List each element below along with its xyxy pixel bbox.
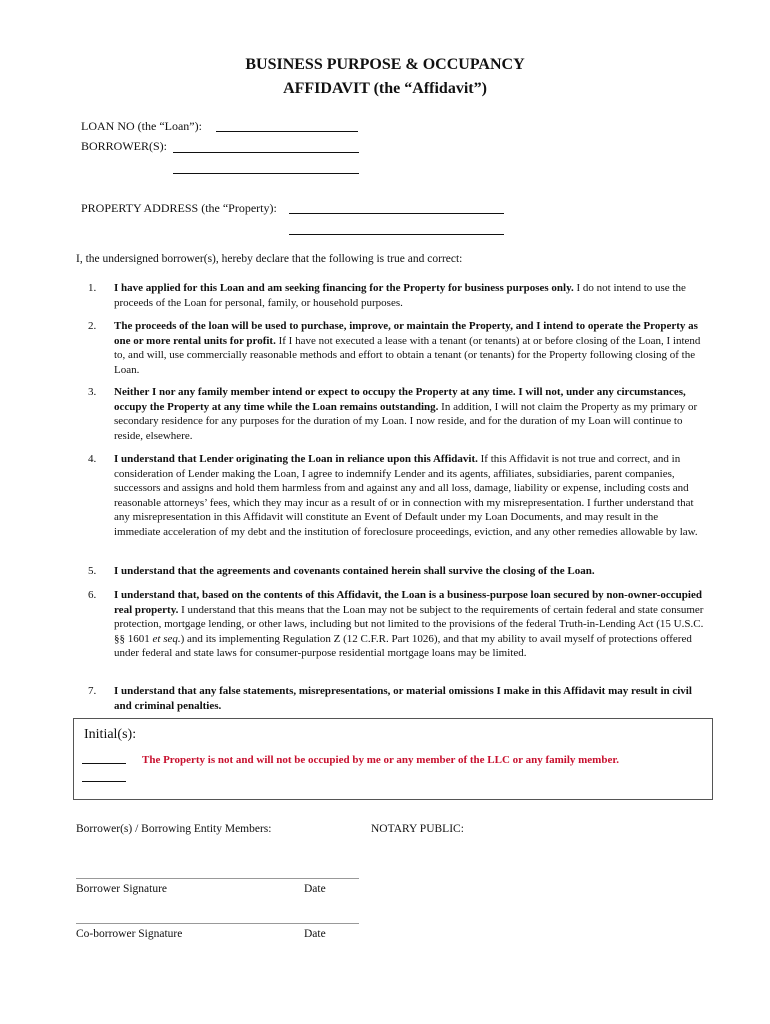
item-bold-text: I understand that the agreements and covenants contained herein shall survive the closing of the Loan.: [114, 565, 595, 577]
initials-blank-2[interactable]: [82, 781, 126, 782]
item-bold-text: I understand that, based on the contents of this Affidavit, the Loan is a business-purpose loan secured by non-owner-occupied real property.: [114, 589, 702, 616]
initials-statement: The Property is not and will not be occupied by me or any member of the LLC or any family member.: [142, 754, 619, 766]
borrower-signature-label: Borrower Signature: [76, 883, 168, 895]
item-text: If I have not executed a lease with a tenant (or tenants) at or before closing of the Loan, I intend to, and will, use commercially reasonable methods and effort to obtain a tenant (or tenants) for the Property following closing of the Loan.: [114, 334, 701, 376]
borrowers-label: BORROWER(S):: [81, 139, 168, 153]
document-title-line-1: BUSINESS PURPOSE & OCCUPANCY: [245, 56, 525, 73]
notary-public-label: NOTARY PUBLIC:: [371, 823, 464, 835]
initials-blank-1[interactable]: [82, 763, 126, 764]
item-number: 6.: [88, 589, 97, 601]
item-bold-text: Neither I nor any family member intend or expect to occupy the Property at any time. I will not, under any circumstances, occupy the Property at any time while the Loan remains outstanding.: [114, 386, 686, 413]
item-bold-text: I have applied for this Loan and am seeking financing for the Property for business purposes only.: [114, 282, 574, 294]
item-number: 7.: [88, 685, 97, 697]
item-bold-text: I understand that Lender originating the Loan in reliance upon this Affidavit.: [114, 453, 478, 465]
loan-no-blank[interactable]: [216, 131, 358, 132]
borrowing-entity-members-label: Borrower(s) / Borrowing Entity Members:: [76, 823, 272, 835]
list-item: [76, 319, 706, 377]
coborrower-date-label: Date: [304, 928, 326, 940]
list-item: [76, 588, 706, 661]
borrower-date-label: Date: [304, 883, 326, 895]
property-address-label: PROPERTY ADDRESS (the “Property):: [81, 201, 277, 215]
borrowers-blank-2[interactable]: [173, 173, 359, 174]
list-item: [76, 385, 706, 443]
list-item: [76, 452, 706, 540]
item-text: I do not intend to use the proceeds of the Loan for personal, family, or household purposes.: [114, 282, 686, 309]
item-number: 2.: [88, 320, 97, 332]
list-item: [76, 281, 706, 310]
property-address-blank-2[interactable]: [289, 234, 504, 235]
item-bold-text: The proceeds of the loan will be used to purchase, improve, or maintain the Property, and I intend to operate the Property as one or more rental units for profit.: [114, 320, 698, 347]
loan-no-label: LOAN NO (the “Loan”):: [81, 119, 202, 133]
document-title-line-2: AFFIDAVIT (the “Affidavit”): [283, 80, 487, 97]
item-text: ) and its implementing Regulation Z (12 C.F.R. Part 1026), and that my ability to avail myself of protections offered under federal and state laws for consumer-purpose residential mortgage loans may be limited.: [114, 632, 692, 660]
item-italic-text: et seq.: [152, 632, 181, 645]
borrower-signature-line[interactable]: [76, 878, 359, 879]
item-bold-text: I understand that any false statements, misrepresentations, or material omissions I make in this Affidavit may result in civil and criminal penalties.: [114, 685, 692, 712]
list-item: [76, 564, 706, 579]
coborrower-signature-line[interactable]: [76, 923, 359, 924]
item-text: If this Affidavit is not true and correct, and in consideration of Lender making the Loan, I agree to indemnify Lender and its agents, affiliates, subsidiaries, parent companies, successors and assigns and hold them harmless from and against any and all loss, damage, liability or expense, including costs and reasonable attorneys’ fees, which they may incur as a result of or in connection with my misrepresentation. I further understand that any misrepresentation in this Affidavit will constitute an Event of Default under my Loan Documents, and may result in the immediate acceleration of my debt and the institution of foreclosure proceedings, eviction, and any other remedies allowable by law.: [114, 453, 698, 538]
borrowers-blank-1[interactable]: [173, 152, 359, 153]
coborrower-signature-label: Co-borrower Signature: [76, 928, 183, 940]
item-number: 1.: [88, 282, 97, 294]
intro-statement: I, the undersigned borrower(s), hereby declare that the following is true and correct:: [76, 253, 463, 265]
initials-box: [73, 718, 713, 800]
property-address-blank-1[interactable]: [289, 213, 504, 214]
item-number: 4.: [88, 453, 97, 465]
item-text: In addition, I will not claim the Property as my primary or secondary residence for any purposes for the duration of my Loan. I now reside, and for the duration of my Loan will continue to reside, elsewhere.: [114, 400, 698, 442]
list-item: [76, 684, 706, 713]
initials-label: Initial(s):: [84, 727, 137, 742]
item-number: 5.: [88, 565, 97, 577]
item-number: 3.: [88, 386, 97, 398]
item-text: I understand that this means that the Loan may not be subject to the requirements of certain federal and state consumer protection, mortgage lending, or other laws, including but not limited to the provisions of the federal Truth-in-Lending Act (15 U.S.C. §§ 1601: [114, 603, 704, 645]
